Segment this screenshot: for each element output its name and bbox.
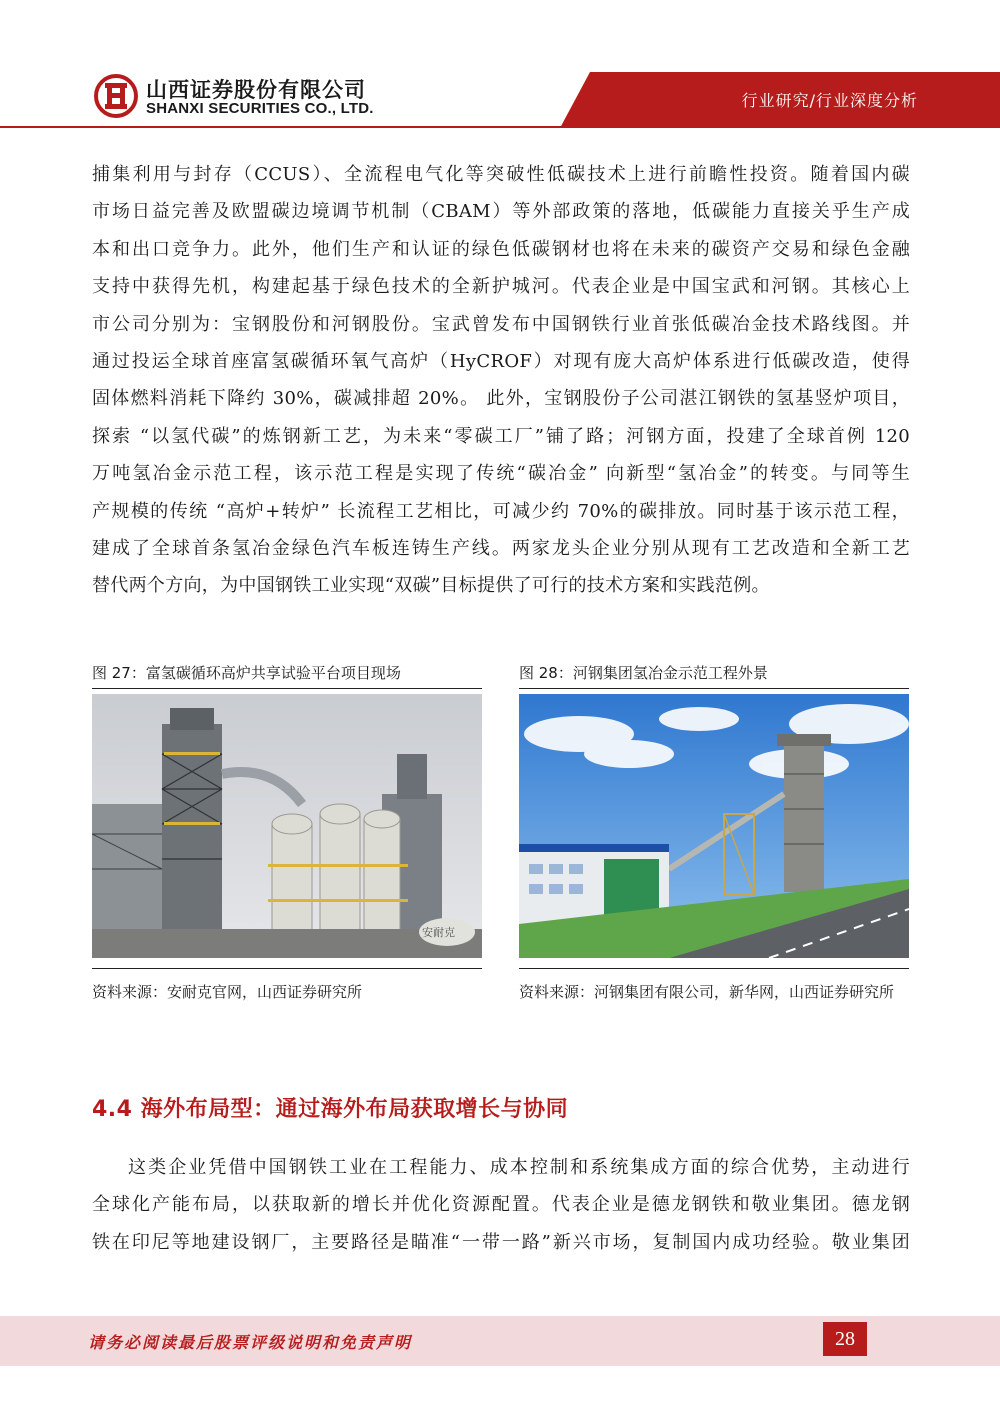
text-line: 建成了全球首条氢冶金绿色汽车板连铸生产线。两家龙头企业分别从现有工艺改造和全新工艺 <box>92 538 910 560</box>
figure-28-source: 资料来源：河钢集团有限公司，新华网，山西证券研究所 <box>519 983 895 1001</box>
text-line: 全球化产能布局，以获取新的增长并优化资源配置。代表企业是德龙钢铁和敬业集团。德龙钢 <box>92 1194 910 1216</box>
page-header <box>0 0 1000 130</box>
company-logo-icon <box>94 74 138 118</box>
company-name-en: SHANXI SECURITIES CO., LTD. <box>146 100 374 117</box>
text-line: 铁在印尼等地建设钢厂，主要路径是瞄准“一带一路”新兴市场，复制国内成功经验。敬业集团 <box>92 1231 910 1253</box>
text-line: 万吨氢冶金示范工程，该示范工程是实现了传统“碳冶金” 向新型“氢冶金”的转变。与同等生 <box>92 463 910 485</box>
text-line: 支持中获得先机，构建起基于绿色技术的全新护城河。代表企业是中国宝武和河钢。其核心上 <box>92 276 910 298</box>
figure-bottom-rule-right <box>519 968 909 969</box>
body-paragraph-2 <box>92 1149 910 1261</box>
text-line: 通过投运全球首座富氢碳循环氧气高炉（HyCROF）对现有庞大高炉体系进行低碳改造，使得 <box>92 351 910 373</box>
text-line: 固体燃料消耗下降约 30%，碳减排超 20%。 此外，宝钢股份子公司湛江钢铁的氢基竖炉项目， <box>92 388 910 410</box>
text-line: 产规模的传统 “高炉+转炉” 长流程工艺相比，可减少约 70%的碳排放。同时基于该示范工程， <box>92 500 910 522</box>
caption-rule-left <box>92 688 482 689</box>
company-name-cn: 山西证券股份有限公司 <box>146 78 366 102</box>
body-paragraph-1 <box>92 156 910 605</box>
text-line: 市场日益完善及欧盟碳边境调节机制（CBAM）等外部政策的落地，低碳能力直接关乎生产成 <box>92 201 910 223</box>
disclaimer-notice: 请务必阅读最后股票评级说明和免责声明 <box>88 1333 413 1352</box>
text-line: 捕集利用与封存（CCUS）、全流程电气化等突破性低碳技术上进行前瞻性投资。随着国内碳 <box>92 164 910 185</box>
text-line: 市公司分别为：宝钢股份和河钢股份。宝武曾发布中国钢铁行业首张低碳冶金技术路线图。并 <box>92 313 910 335</box>
text-line: 这类企业凭借中国钢铁工业在工程能力、成本控制和系统集成方面的综合优势，主动进行 <box>128 1157 910 1178</box>
figure-27-photo <box>92 694 482 958</box>
figure-bottom-rule-left <box>92 968 482 969</box>
figure-28-photo <box>519 694 909 958</box>
text-line: 探索 “以氢代碳”的炼钢新工艺，为未来“零碳工厂”铺了路；河钢方面，投建了全球首例 120 <box>92 425 910 447</box>
report-category: 行业研究/行业深度分析 <box>741 91 918 110</box>
text-line: 替代两个方向，为中国钢铁工业实现“双碳”目标提供了可行的技术方案和实践范例。 <box>92 575 770 597</box>
figure-27-caption: 图 27：富氢碳循环高炉共享试验平台项目现场 <box>92 664 401 682</box>
caption-rule-right <box>519 688 909 689</box>
figure-28-caption: 图 28：河钢集团氢冶金示范工程外景 <box>519 664 768 682</box>
figure-27-source: 资料来源：安耐克官网，山西证券研究所 <box>92 983 363 1001</box>
page-number: 28 <box>823 1322 867 1356</box>
text-line: 本和出口竞争力。此外，他们生产和认证的绿色低碳钢材也将在未来的碳资产交易和绿色金融 <box>92 238 910 260</box>
section-heading: 4.4 海外布局型：通过海外布局获取增长与协同 <box>92 1097 569 1122</box>
photo-watermark: 安耐克 <box>422 926 455 939</box>
